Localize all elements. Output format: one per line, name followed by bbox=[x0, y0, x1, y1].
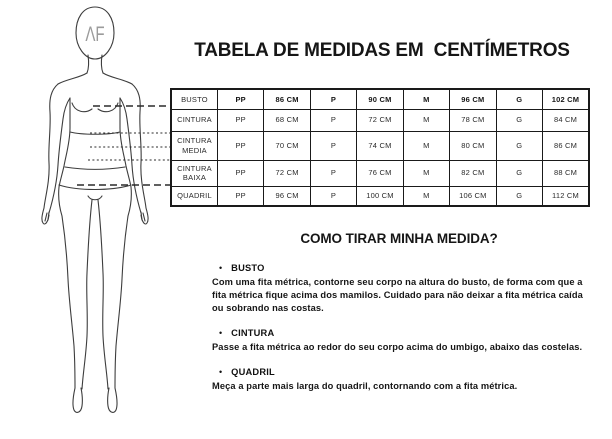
measure-cell: 70 CM bbox=[264, 131, 310, 160]
table-row-cintura-baixa bbox=[171, 160, 589, 186]
right-leg-outer bbox=[108, 187, 132, 412]
bust-curve bbox=[72, 103, 92, 112]
size-cell: M bbox=[403, 160, 449, 186]
measure-cell: 112 CM bbox=[543, 186, 590, 206]
body-figure-svg bbox=[0, 0, 172, 439]
row-label: QUADRIL bbox=[171, 186, 217, 206]
measurement-lines bbox=[77, 106, 171, 185]
measure-cell: 88 CM bbox=[543, 160, 590, 186]
row-label: CINTURA BAIXA bbox=[171, 160, 217, 186]
left-leg-outer bbox=[59, 187, 83, 412]
low-waist-line bbox=[65, 167, 125, 169]
size-cell: M bbox=[403, 89, 449, 109]
measure-cell: 82 CM bbox=[450, 160, 496, 186]
left-leg-inner bbox=[82, 200, 92, 389]
row-label: CINTURA bbox=[171, 109, 217, 131]
size-cell: G bbox=[496, 131, 542, 160]
table-row-cintura bbox=[171, 109, 589, 131]
instruction-item-busto bbox=[212, 263, 586, 315]
measure-cell: 96 CM bbox=[264, 186, 310, 206]
right-leg-inner bbox=[98, 200, 108, 389]
size-cell: G bbox=[496, 160, 542, 186]
table-row-quadril bbox=[171, 186, 589, 206]
size-cell: P bbox=[310, 109, 356, 131]
measure-cell: 86 CM bbox=[543, 131, 590, 160]
measure-cell: 100 CM bbox=[357, 186, 403, 206]
instruction-bullet-line bbox=[212, 367, 586, 377]
measure-cell: 78 CM bbox=[450, 109, 496, 131]
size-cell: M bbox=[403, 109, 449, 131]
row-label: CINTURA MEDIA bbox=[171, 131, 217, 160]
instruction-bullet-line bbox=[212, 263, 586, 273]
size-cell: M bbox=[403, 186, 449, 206]
measure-cell: 96 CM bbox=[450, 89, 496, 109]
measure-cell: 90 CM bbox=[357, 89, 403, 109]
size-cell: G bbox=[496, 89, 542, 109]
size-cell: P bbox=[310, 160, 356, 186]
size-cell: PP bbox=[217, 186, 263, 206]
bullet-icon: • bbox=[219, 327, 223, 338]
shoulder-line bbox=[103, 73, 132, 84]
row-label: BUSTO bbox=[171, 89, 217, 109]
instruction-label: QUADRIL bbox=[231, 367, 275, 377]
size-cell: P bbox=[310, 186, 356, 206]
size-cell: PP bbox=[217, 109, 263, 131]
shoulder-line bbox=[58, 73, 87, 84]
size-cell: PP bbox=[217, 160, 263, 186]
instruction-text: Passe a fita métrica ao redor do seu corpo acima do umbigo, abaixo das costelas. bbox=[212, 342, 583, 352]
instruction-label: CINTURA bbox=[231, 328, 275, 338]
measure-cell: 80 CM bbox=[450, 131, 496, 160]
neck-line bbox=[101, 55, 103, 73]
instruction-label: BUSTO bbox=[231, 263, 265, 273]
size-cell: PP bbox=[217, 89, 263, 109]
left-hand-fingers bbox=[45, 212, 49, 221]
measure-cell: 106 CM bbox=[450, 186, 496, 206]
instruction-text: Meça a parte mais larga do quadril, contornando com a fita métrica. bbox=[212, 381, 518, 391]
size-cell: P bbox=[310, 131, 356, 160]
bullet-icon: • bbox=[219, 366, 223, 377]
size-cell: G bbox=[496, 186, 542, 206]
size-cell: G bbox=[496, 109, 542, 131]
instruction-text: Com uma fita métrica, contorne seu corpo na altura do busto, de forma com que a fita métrica fique acima dos mamilos. Cuidado para não deixar a fita métrica caída ou sobrando nas costas. bbox=[212, 277, 583, 313]
instructions-heading: COMO TIRAR MINHA MEDIDA? bbox=[300, 231, 498, 246]
crotch-line bbox=[88, 196, 102, 200]
instruction-item-quadril bbox=[212, 367, 586, 393]
measurement-instructions bbox=[212, 231, 586, 406]
table-row-cintura-media bbox=[171, 131, 589, 160]
measure-cell: 76 CM bbox=[357, 160, 403, 186]
left-arm bbox=[42, 84, 58, 224]
measure-cell: 68 CM bbox=[264, 109, 310, 131]
size-table bbox=[170, 88, 590, 207]
neck-line bbox=[87, 55, 89, 73]
instruction-item-cintura bbox=[212, 328, 586, 354]
measure-cell: 84 CM bbox=[543, 109, 590, 131]
measure-cell: 72 CM bbox=[264, 160, 310, 186]
right-arm-inner bbox=[120, 98, 141, 213]
size-cell: PP bbox=[217, 131, 263, 160]
brand-logo: ΛF bbox=[85, 21, 105, 46]
page-title: TABELA DE MEDIDAS EM CENTÍMETROS bbox=[194, 40, 570, 61]
size-cell: P bbox=[310, 89, 356, 109]
size-cell: M bbox=[403, 131, 449, 160]
bust-curve bbox=[98, 103, 118, 112]
fashion-figure-illustration bbox=[0, 0, 172, 439]
measure-cell: 74 CM bbox=[357, 131, 403, 160]
measure-cell: 102 CM bbox=[543, 89, 590, 109]
measure-cell: 86 CM bbox=[264, 89, 310, 109]
figure-outline bbox=[42, 7, 148, 412]
instruction-bullet-line bbox=[212, 328, 586, 338]
right-arm bbox=[132, 84, 148, 224]
left-arm-inner bbox=[49, 98, 70, 213]
table-row-busto bbox=[171, 89, 589, 109]
measure-cell: 72 CM bbox=[357, 109, 403, 131]
bullet-icon: • bbox=[219, 262, 223, 273]
right-hand-fingers bbox=[141, 212, 145, 221]
